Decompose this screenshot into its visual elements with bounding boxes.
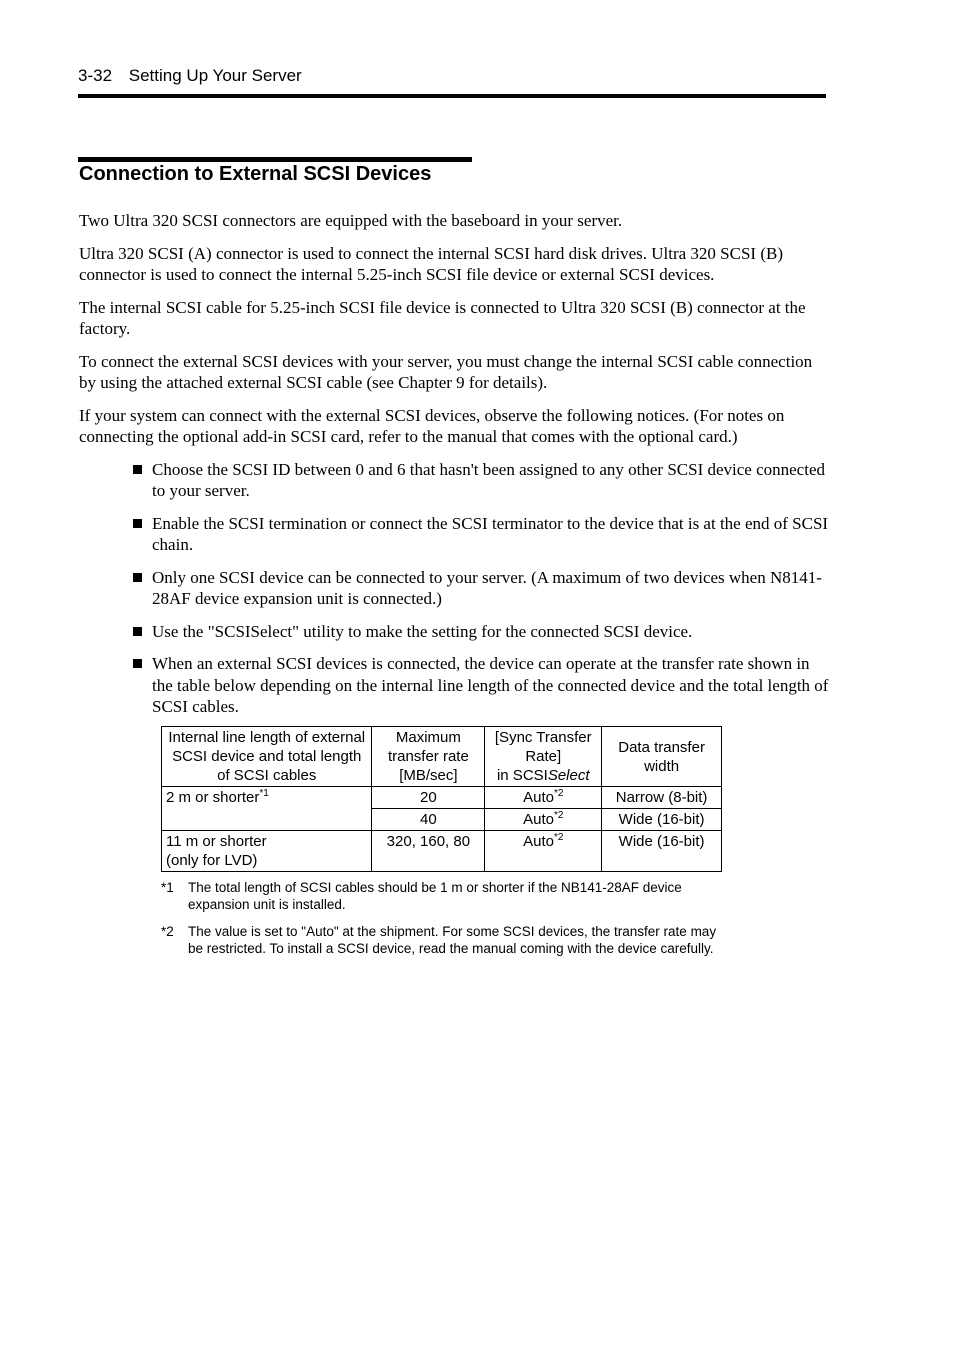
- notice-item: Use the "SCSISelect" utility to make the setting for the connected SCSI device.: [152, 621, 829, 643]
- header-rule: [78, 94, 826, 98]
- table-cell: 320, 160, 80: [372, 831, 485, 872]
- header-cell: [Sync Transfer Rate] in SCSISelect: [485, 727, 602, 787]
- table-cell: Wide (16-bit): [602, 831, 722, 872]
- header-cell: Internal line length of external SCSI device and total length of SCSI cables: [162, 727, 372, 787]
- paragraph: If your system can connect with the external SCSI devices, observe the following notices. (For notes on connecting the optional add-in SCSI card, refer to the manual that comes with the optional card.): [79, 405, 785, 446]
- table-cell: Auto$^{*2}$: [485, 831, 602, 872]
- page-header: [78, 66, 302, 86]
- page-number: 3-32: [78, 66, 113, 85]
- square-bullet-icon: [133, 465, 142, 474]
- table-notes: [161, 879, 731, 967]
- square-bullet-icon: [133, 519, 142, 528]
- notice-item: Only one SCSI device can be connected to your server. (A maximum of two devices when N8141-28AF device expansion unit is connected.): [152, 567, 829, 610]
- table-cell: Auto$^{*2}$: [485, 787, 602, 809]
- paragraph: Two Ultra 320 SCSI connectors are equipped with the baseboard in your server.: [79, 211, 623, 230]
- notice-item: Enable the SCSI termination or connect the SCSI terminator to the device that is at the end of SCSI chain.: [152, 513, 829, 556]
- header-cell: Data transfer width: [602, 727, 722, 787]
- notice-item: Choose the SCSI ID between 0 and 6 that hasn't been assigned to any other SCSI device connected to your server.: [152, 459, 829, 502]
- square-bullet-icon: [133, 627, 142, 636]
- paragraph: The internal SCSI cable for 5.25-inch SCSI file device is connected to Ultra 320 SCSI (B) connector at the factory.: [79, 297, 806, 338]
- table-row: [162, 831, 722, 872]
- table-header-row: [162, 727, 722, 787]
- table-cell: Auto$^{*2}$: [485, 809, 602, 831]
- square-bullet-icon: [133, 659, 142, 668]
- chapter-title: Setting Up Your Server: [128, 66, 302, 85]
- table-cell: 11 m or shorter (only for LVD): [162, 831, 372, 872]
- footnote: [161, 879, 731, 913]
- footnote-text: The total length of SCSI cables should be 1 m or shorter if the NB141-28AF device expansion unit is installed.: [188, 880, 682, 912]
- header-cell: Maximum transfer rate [MB/sec]: [372, 727, 485, 787]
- footnote-text: The value is set to "Auto" at the shipment. For some SCSI devices, the transfer rate may be restricted. To install a SCSI device, read the manual coming with the device carefully.: [188, 924, 717, 956]
- body-text: [79, 210, 829, 729]
- section-title: Connection to External SCSI Devices: [79, 163, 432, 185]
- footnote-mark: *2: [161, 924, 174, 939]
- table-cell: Wide (16-bit): [602, 809, 722, 831]
- paragraph: Ultra 320 SCSI (A) connector is used to connect the internal SCSI hard disk drives. Ultra 320 SCSI (B) connector is used to connect the internal 5.25-inch SCSI file device or external SCSI devices.: [79, 243, 783, 284]
- table-cell: 2 m or shorter$^{*1}$: [162, 787, 372, 831]
- footnote-mark: *1: [161, 880, 174, 895]
- table-cell: 20: [372, 787, 485, 809]
- table-cell: 40: [372, 809, 485, 831]
- notice-item: When an external SCSI devices is connected, the device can operate at the transfer rate shown in the table below depending on the internal line length of the connected device and the total length of SCSI cables.: [152, 653, 829, 718]
- table-cell: Narrow (8-bit): [602, 787, 722, 809]
- square-bullet-icon: [133, 573, 142, 582]
- transfer-rate-table: [161, 726, 722, 872]
- section-rule: [78, 157, 472, 162]
- table-row: [162, 787, 722, 809]
- notice-list: [79, 459, 829, 718]
- footnote: [161, 923, 731, 957]
- paragraph: To connect the external SCSI devices with your server, you must change the internal SCSI cable connection by using the attached external SCSI cable (see Chapter 9 for details).: [79, 351, 813, 392]
